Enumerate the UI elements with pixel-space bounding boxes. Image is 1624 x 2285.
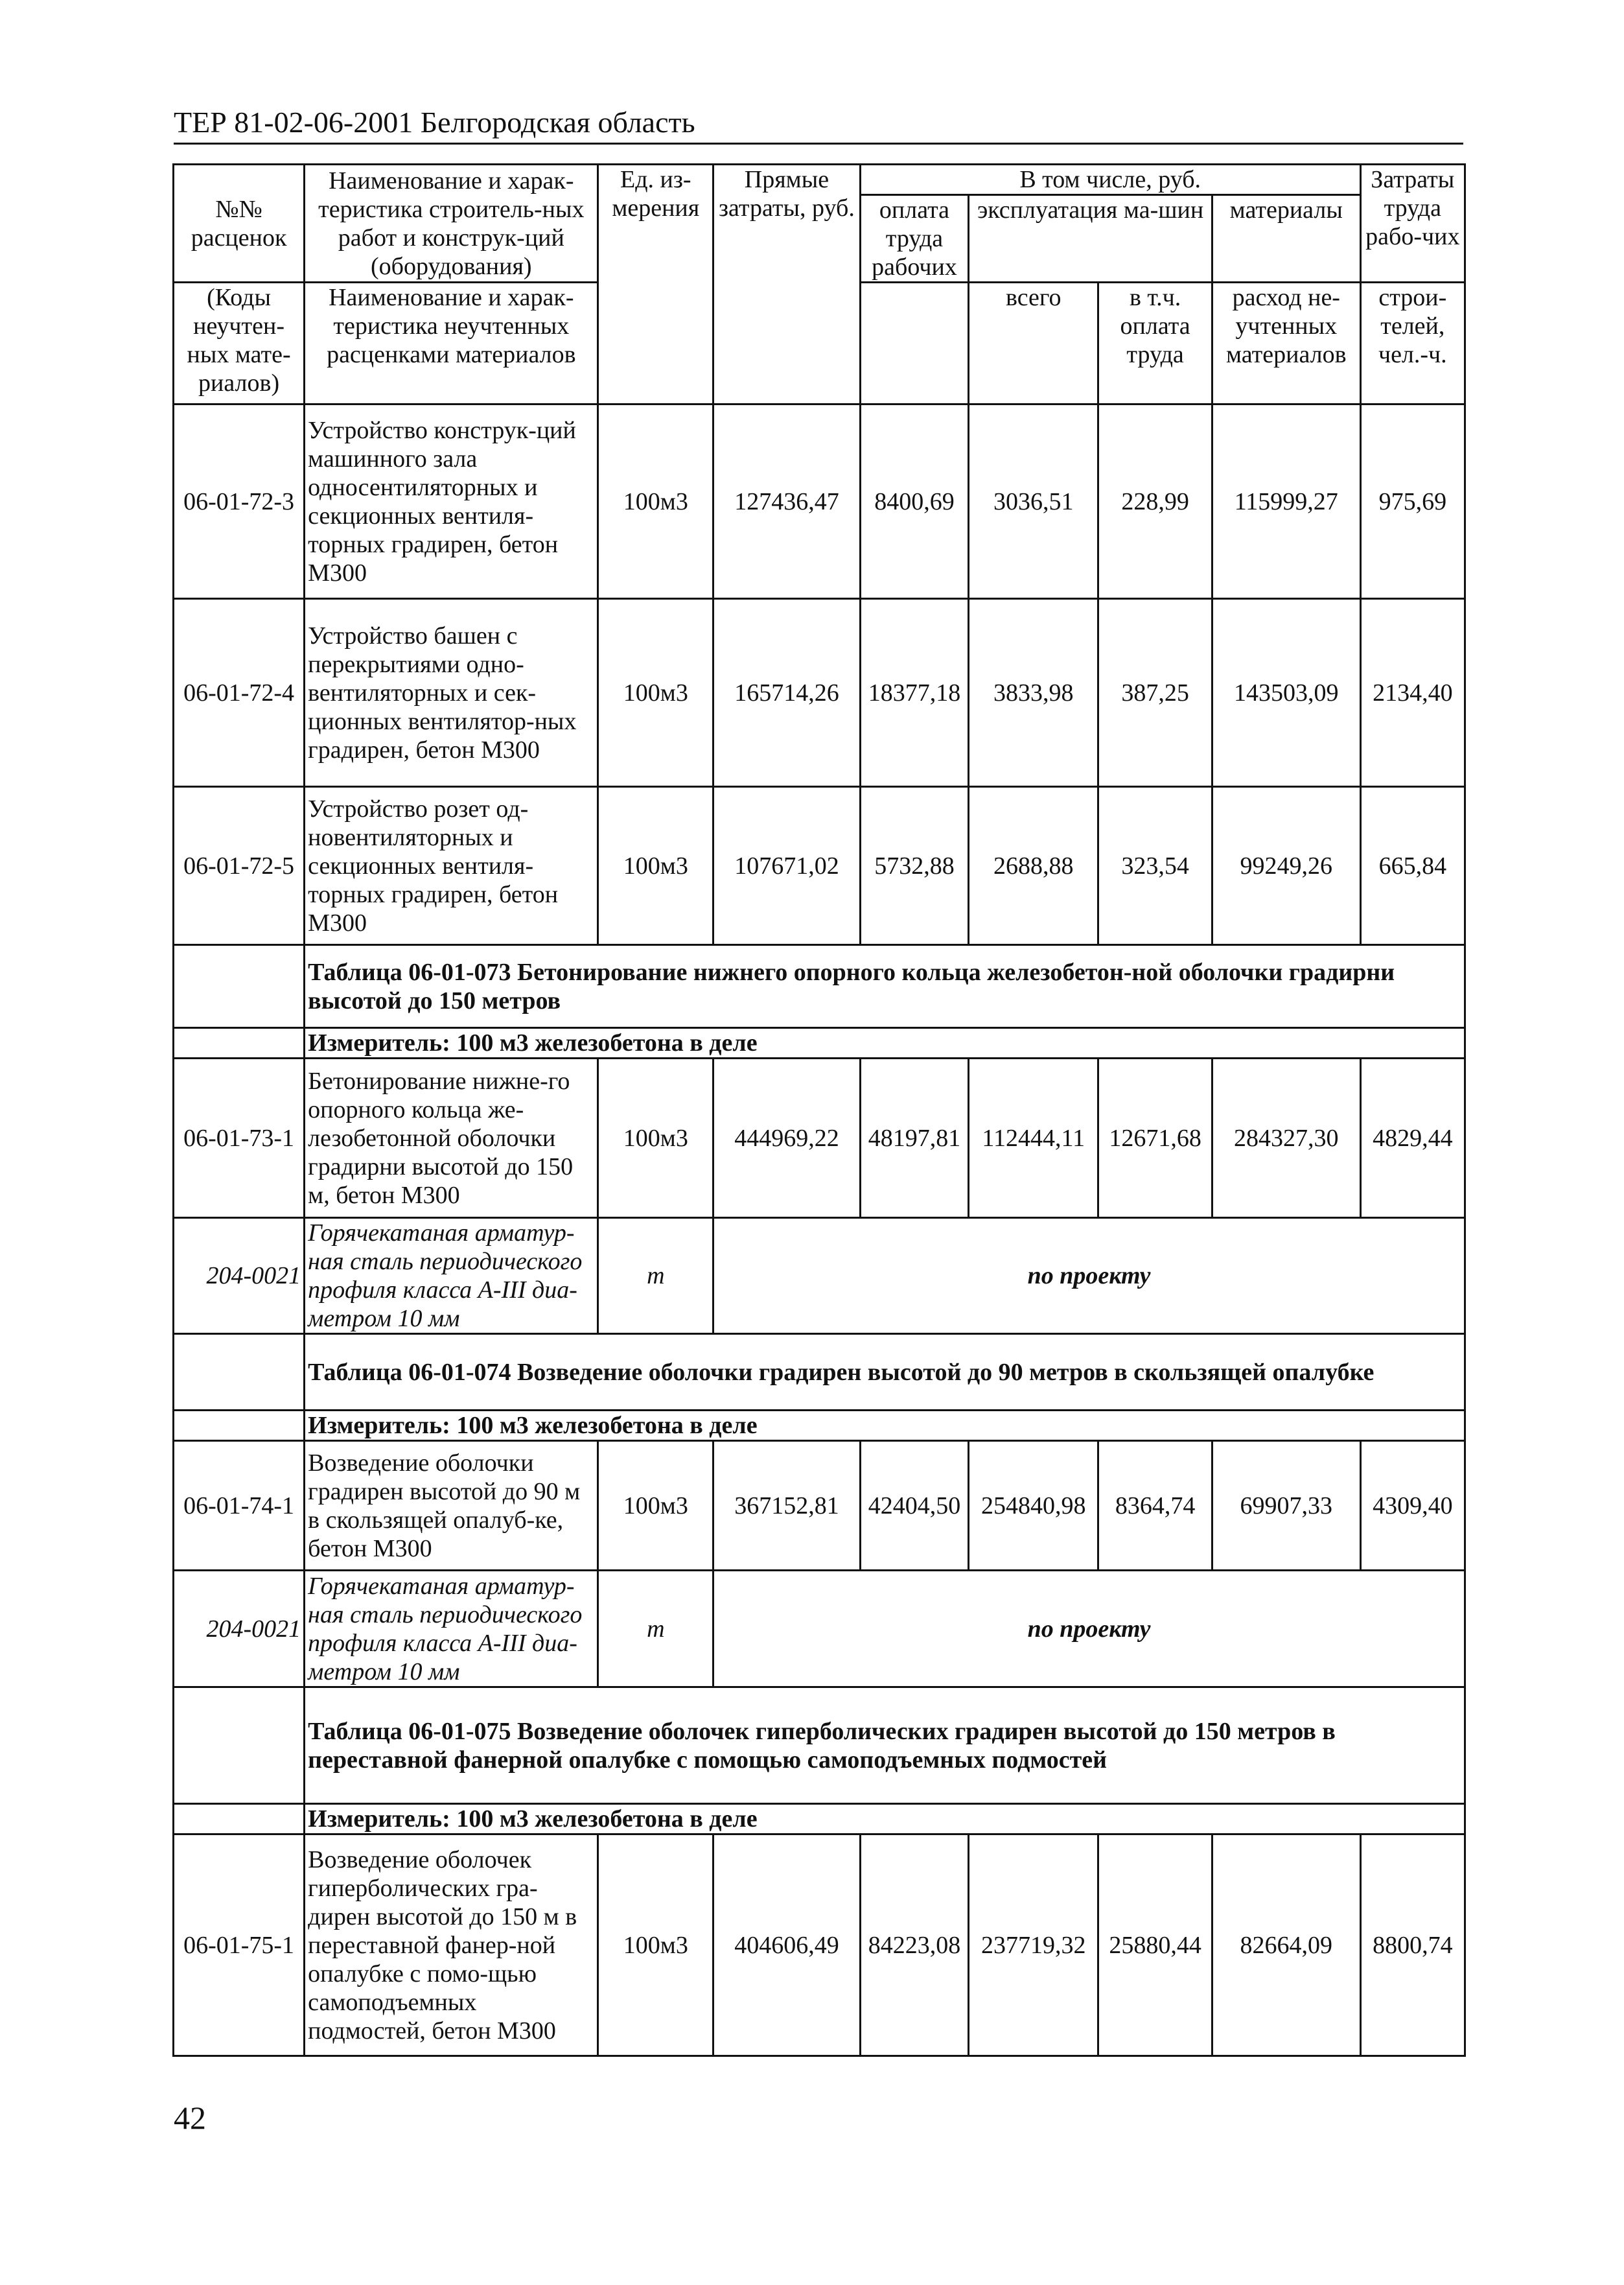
rate-wage: 8400,69 [860,404,968,599]
col-materials: материалы [1212,195,1360,283]
rate-materials: 284327,30 [1212,1059,1360,1218]
rate-code: 06-01-72-5 [174,787,305,945]
col-incl: В том числе, руб. [860,165,1360,195]
rate-mach-wage: 25880,44 [1098,1834,1212,2056]
rate-mach: 112444,11 [969,1059,1098,1218]
rate-wage: 84223,08 [860,1834,968,2056]
col-code-top: №№ расценок [174,165,305,283]
rate-name: Возведение оболочек гиперболических гра-дирен высотой до 150 м в переставной фанер-ной опалубке с помо-щью самоподъемных подмостей, бетон М300 [305,1834,598,2056]
rate-mach: 237719,32 [969,1834,1098,2056]
rate-mach: 2688,88 [969,787,1098,945]
rate-materials: 69907,33 [1212,1441,1360,1571]
material-unit: т [598,1571,713,1687]
rate-mach: 3833,98 [969,599,1098,787]
rate-unit: 100м3 [598,404,713,599]
rate-materials: 99249,26 [1212,787,1360,945]
section-title: Таблица 06-01-075 Возведение оболочек гиперболических градирен высотой до 150 метров в переставной фанерной опалубке с помощью самоподъемных подмостей [305,1687,1465,1804]
page-header [174,102,1463,145]
rate-unit: 100м3 [598,1834,713,2056]
rate-mach: 254840,98 [969,1441,1098,1571]
rate-materials: 143503,09 [1212,599,1360,787]
rate-mach-wage: 387,25 [1098,599,1212,787]
rate-name: Устройство конструк-ций машинного зала односентиляторных и секционных вентиля-торных градирен, бетон М300 [305,404,598,599]
rate-code: 06-01-74-1 [174,1441,305,1571]
table-row [174,1059,1465,1218]
table-row [174,1441,1465,1571]
document-title: ТЕР 81-02-06-2001 Белгородская область [174,106,695,139]
table-row [174,787,1465,945]
rate-direct: 404606,49 [713,1834,861,2056]
rate-direct: 127436,47 [713,404,861,599]
rate-labor: 8800,74 [1360,1834,1465,2056]
rate-name: Устройство розет од-новентиляторных и секционных вентиля-торных градирен, бетон М300 [305,787,598,945]
measure-label: Измеритель: 100 м3 железобетона в деле [305,1411,1465,1441]
rate-code: 06-01-72-4 [174,599,305,787]
rate-direct: 165714,26 [713,599,861,787]
col-unit: Ед. из-мерения [598,165,713,404]
rate-mach-wage: 323,54 [1098,787,1212,945]
measure-label: Измеритель: 100 м3 железобетона в деле [305,1804,1465,1834]
col-machines: эксплуатация ма-шин [969,195,1212,283]
section-spacer [174,1334,305,1411]
rate-labor: 4829,44 [1360,1059,1465,1218]
measure-row [174,1804,1465,1834]
section-spacer [174,1687,305,1804]
col-labor-top: Затраты труда рабо-чих [1360,165,1465,283]
measure-row [174,1411,1465,1441]
rate-unit: 100м3 [598,1059,713,1218]
section-title: Таблица 06-01-074 Возведение оболочки градирен высотой до 90 метров в скользящей опалубке [305,1334,1465,1411]
rate-direct: 107671,02 [713,787,861,945]
col-code-bottom: (Коды неучтен-ных мате-риалов) [174,283,305,404]
rate-labor: 665,84 [1360,787,1465,945]
material-unit: т [598,1218,713,1334]
page-number: 42 [174,2100,206,2136]
rate-direct: 367152,81 [713,1441,861,1571]
rate-code: 06-01-72-3 [174,404,305,599]
col-mach-wage: в т.ч. оплата труда [1098,283,1212,404]
col-wage: оплата труда рабочих [860,195,968,283]
material-row [174,1571,1465,1687]
rate-wage: 48197,81 [860,1059,968,1218]
rate-labor: 975,69 [1360,404,1465,599]
rate-name: Устройство башен с перекрытиями одно-вентиляторных и сек-ционных вентилятор-ных градирен, бетон М300 [305,599,598,787]
rate-mach-wage: 8364,74 [1098,1441,1212,1571]
table-row [174,1834,1465,2056]
material-note: по проекту [713,1218,1465,1334]
section-spacer [174,1804,305,1834]
section-spacer [174,1411,305,1441]
rate-name: Бетонирование нижне-го опорного кольца же-лезобетонной оболочки градирни высотой до 150 м, бетон М300 [305,1059,598,1218]
material-name: Горячекатаная арматур-ная сталь периодического профиля класса А-III диа-метром 10 мм [305,1571,598,1687]
col-mat-unaccounted: расход не-учтенных материалов [1212,283,1360,404]
col-wage-empty [860,283,968,404]
col-mach-total: всего [969,283,1098,404]
table-row [174,404,1465,599]
material-note: по проекту [713,1571,1465,1687]
rate-code: 06-01-75-1 [174,1834,305,2056]
material-code: 204-0021 [174,1571,305,1687]
rate-name: Возведение оболочки градирен высотой до 90 м в скользящей опалуб-ке, бетон М300 [305,1441,598,1571]
measure-row [174,1028,1465,1059]
rate-unit: 100м3 [598,787,713,945]
col-name-bottom: Наименование и харак-теристика неучтенных расценками материалов [305,283,598,404]
section-title: Таблица 06-01-073 Бетонирование нижнего опорного кольца железобетон-ной оболочки градирни высотой до 150 метров [305,945,1465,1028]
rate-labor: 2134,40 [1360,599,1465,787]
material-name: Горячекатаная арматур-ная сталь периодического профиля класса А-III диа-метром 10 мм [305,1218,598,1334]
section-title-row [174,1334,1465,1411]
rate-direct: 444969,22 [713,1059,861,1218]
rate-materials: 82664,09 [1212,1834,1360,2056]
rate-mach-wage: 228,99 [1098,404,1212,599]
rate-wage: 18377,18 [860,599,968,787]
rate-unit: 100м3 [598,1441,713,1571]
rate-labor: 4309,40 [1360,1441,1465,1571]
section-title-row [174,945,1465,1028]
rates-table [172,163,1466,2057]
rate-code: 06-01-73-1 [174,1059,305,1218]
col-labor-bottom: строи-телей, чел.-ч. [1360,283,1465,404]
rate-wage: 42404,50 [860,1441,968,1571]
measure-label: Измеритель: 100 м3 железобетона в деле [305,1028,1465,1059]
rate-materials: 115999,27 [1212,404,1360,599]
material-code: 204-0021 [174,1218,305,1334]
section-spacer [174,945,305,1028]
rate-unit: 100м3 [598,599,713,787]
table-row [174,599,1465,787]
col-name-top: Наименование и харак-теристика строитель-ных работ и конструк-ций (оборудования) [305,165,598,283]
rate-mach: 3036,51 [969,404,1098,599]
col-direct: Прямые затраты, руб. [713,165,861,404]
material-row [174,1218,1465,1334]
section-title-row [174,1687,1465,1804]
header-row [174,165,1465,195]
rate-wage: 5732,88 [860,787,968,945]
section-spacer [174,1028,305,1059]
rate-mach-wage: 12671,68 [1098,1059,1212,1218]
